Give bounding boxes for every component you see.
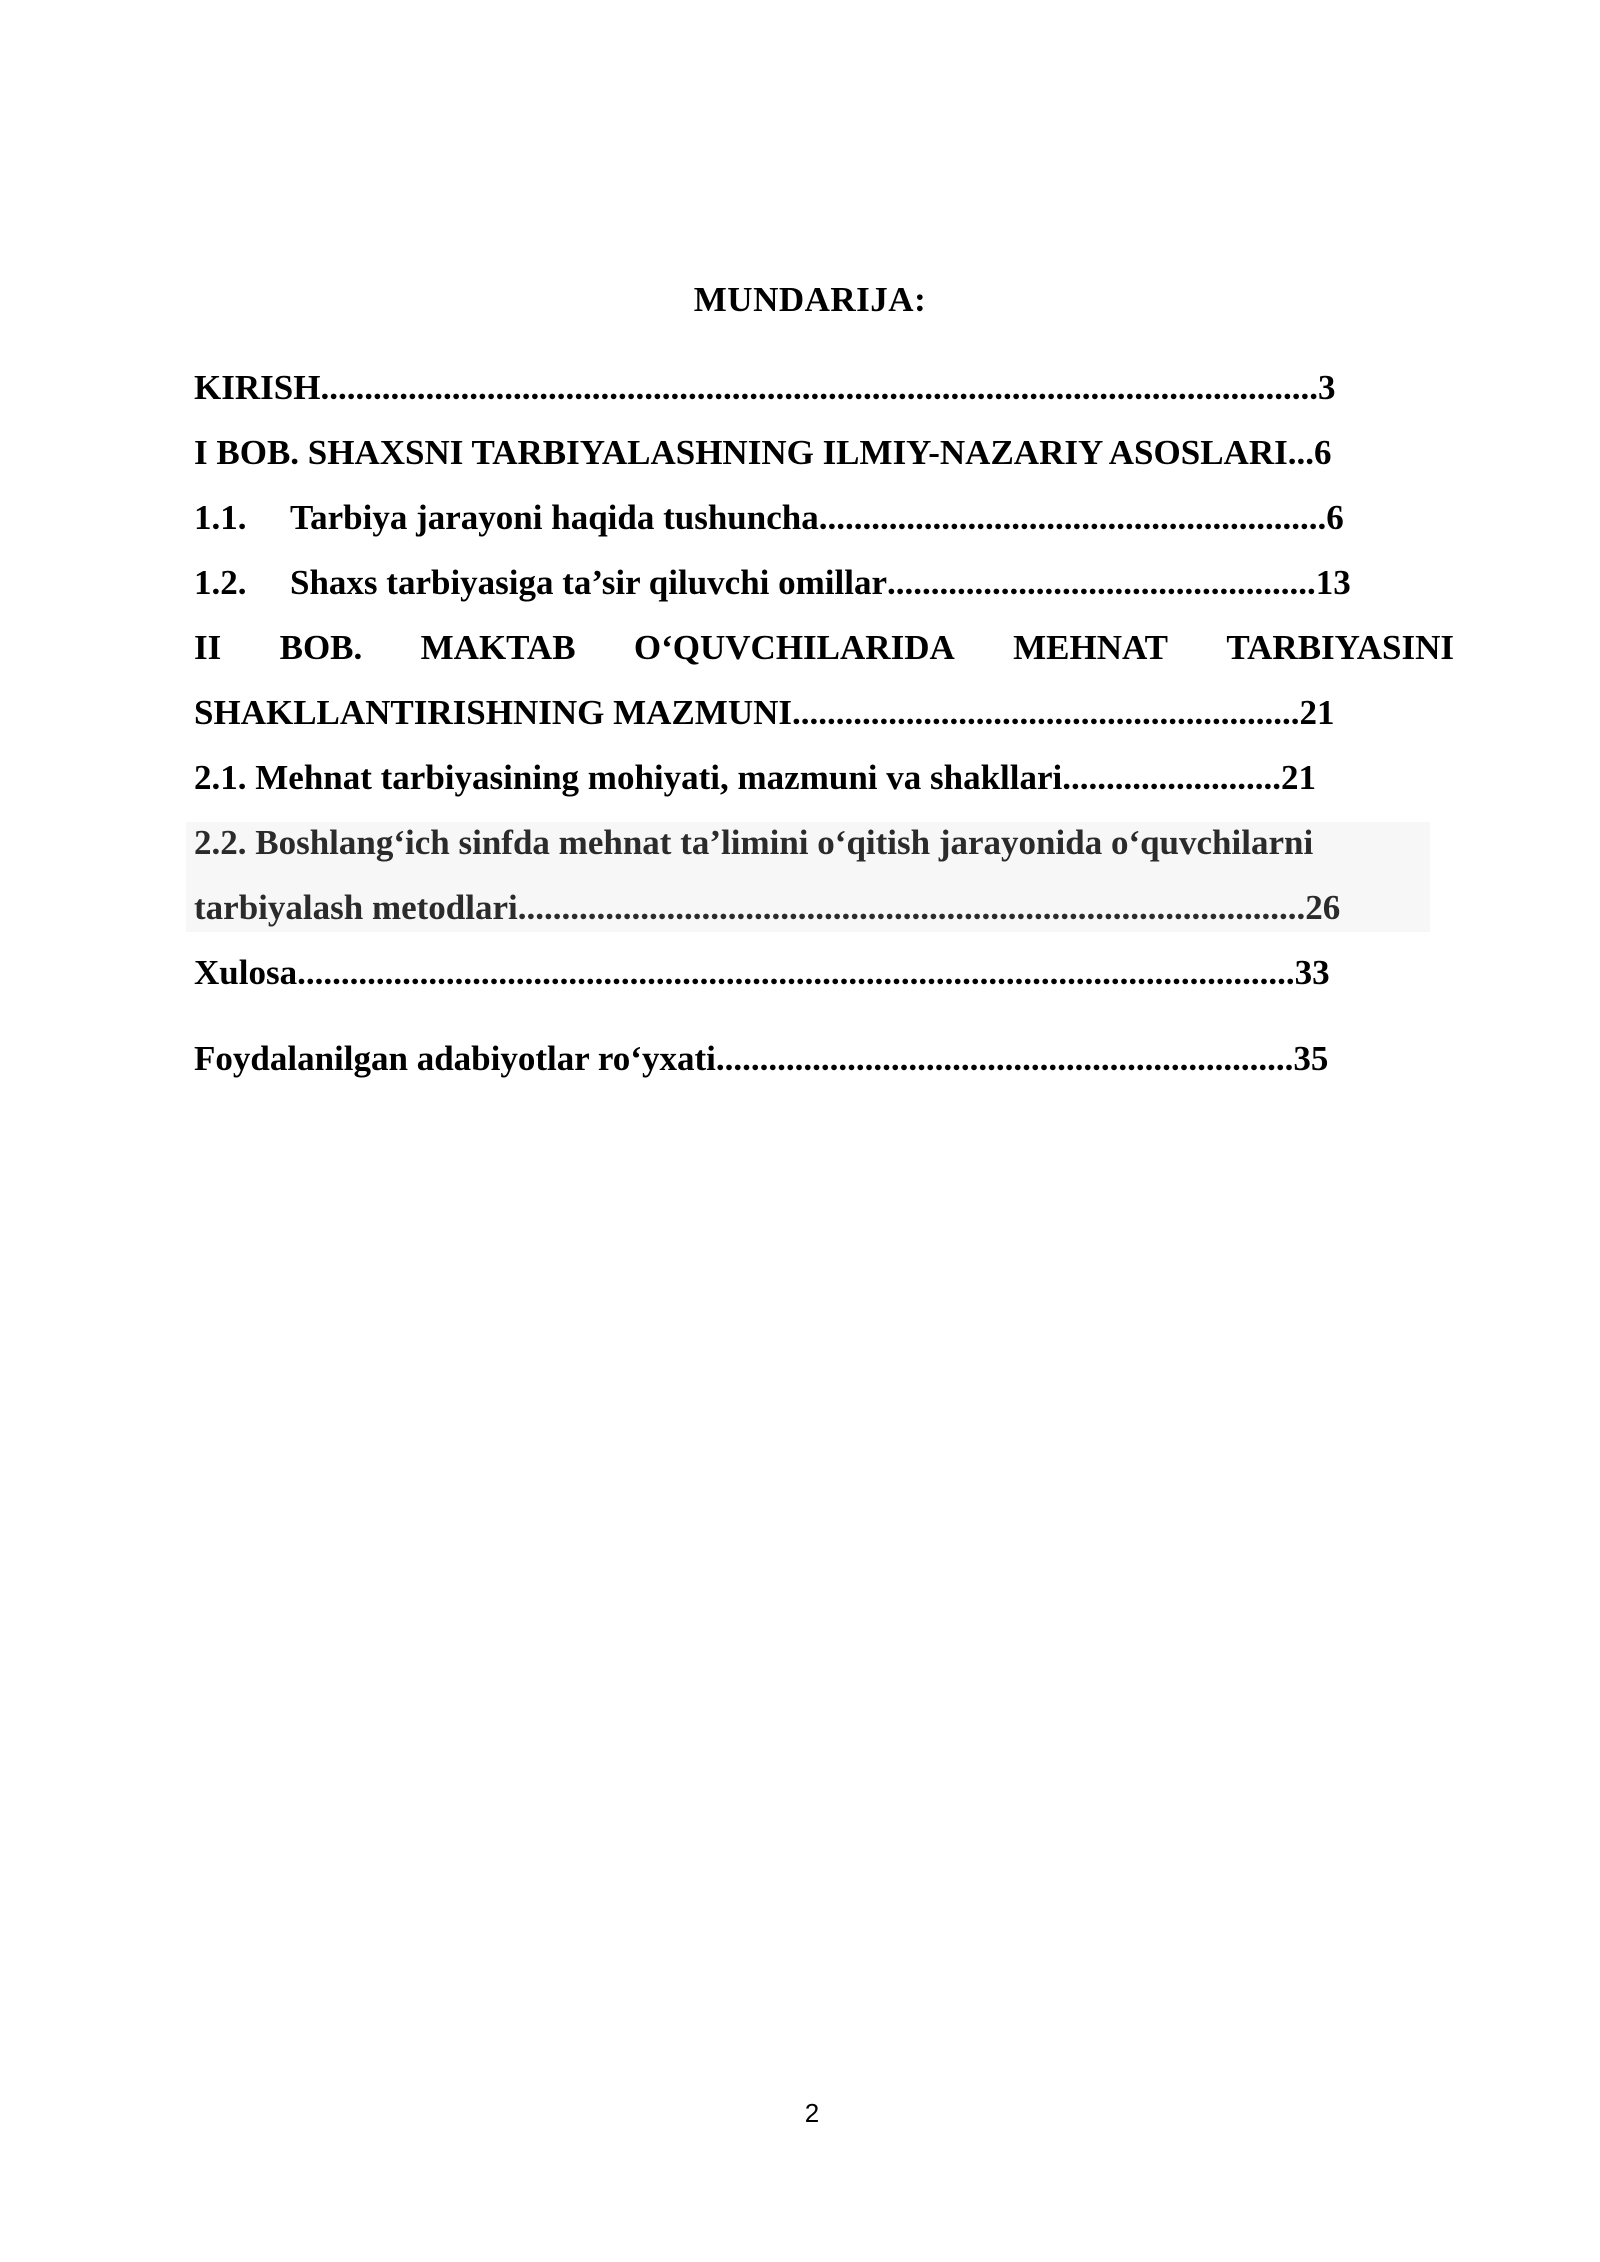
toc-entry-chapter-2-line-1[interactable] bbox=[194, 623, 1454, 673]
toc-leader-dots: ................................................. bbox=[887, 563, 1316, 602]
toc-page-number: 6 bbox=[1313, 433, 1332, 472]
toc-chapter-word: MAKTAB bbox=[420, 628, 576, 667]
toc-entry-label: Tarbiya jarayoni haqida tushuncha bbox=[290, 498, 819, 537]
toc-page-number: 3 bbox=[1317, 368, 1336, 407]
page-number: 2 bbox=[804, 2098, 820, 2128]
toc-entry-section-2-2-line-1[interactable] bbox=[194, 818, 1313, 868]
toc-leader-dots: .......................................................................................... bbox=[517, 888, 1306, 927]
toc-page-number: 13 bbox=[1315, 563, 1351, 602]
toc-chapter-word: MEHNAT bbox=[1013, 628, 1169, 667]
toc-leader-dots: .......................................................... bbox=[792, 693, 1300, 732]
toc-entry-label: 2.1. Mehnat tarbiyasining mohiyati, mazmuni va shakllari bbox=[194, 758, 1063, 797]
toc-leader-dots: ... bbox=[1287, 433, 1314, 472]
toc-entry-section-1-1[interactable] bbox=[194, 493, 1344, 543]
toc-page-number: 33 bbox=[1294, 953, 1330, 992]
toc-entry-chapter-2-line-2[interactable] bbox=[194, 688, 1335, 738]
toc-page-number: 6 bbox=[1326, 498, 1344, 537]
toc-leader-dots: .................................................................................................................. bbox=[297, 953, 1295, 992]
toc-chapter-word: TARBIYASINI bbox=[1226, 628, 1454, 667]
toc-chapter-word: II bbox=[194, 628, 222, 667]
toc-leader-dots: .......................................................... bbox=[818, 498, 1327, 537]
toc-entry-label: KIRISH bbox=[194, 368, 321, 407]
toc-entry-label: 2.2. Boshlang‘ich sinfda mehnat ta’limini o‘qitish jarayonida o‘quvchilarni bbox=[194, 823, 1314, 862]
toc-entry-label: Foydalanilgan adabiyotlar ro‘yxati bbox=[194, 1039, 716, 1078]
toc-entry-kirish[interactable] bbox=[194, 363, 1335, 413]
toc-page-number: 35 bbox=[1293, 1039, 1329, 1078]
toc-chapter-word: O‘QUVCHILARIDA bbox=[633, 628, 955, 667]
toc-leader-dots: ......................... bbox=[1062, 758, 1282, 797]
toc-entry-xulosa[interactable] bbox=[194, 948, 1330, 998]
toc-page-number: 26 bbox=[1305, 888, 1341, 927]
toc-entry-label: tarbiyalash metodlari bbox=[194, 888, 518, 927]
toc-entry-references[interactable] bbox=[194, 1034, 1328, 1084]
toc-entry-label: SHAKLLANTIRISHNING MAZMUNI bbox=[194, 693, 792, 732]
toc-leader-dots: .................................................................. bbox=[715, 1039, 1294, 1078]
toc-section-number: 1.1. bbox=[194, 498, 247, 537]
toc-page-number: 21 bbox=[1299, 693, 1335, 732]
toc-entry-label: I BOB. SHAXSNI TARBIYALASHNING ILMIY-NAZARIY ASOSLARI bbox=[194, 433, 1288, 472]
toc-entry-section-2-2-line-2[interactable] bbox=[194, 883, 1340, 933]
toc-entry-section-1-2[interactable] bbox=[194, 558, 1351, 608]
toc-section-number: 1.2. bbox=[194, 563, 247, 602]
toc-chapter-word: BOB. bbox=[279, 628, 363, 667]
toc-entry-label: Shaxs tarbiyasiga ta’sir qiluvchi omillar bbox=[290, 563, 887, 602]
toc-entry-section-2-1[interactable] bbox=[194, 753, 1316, 803]
page-title: MUNDARIJA: bbox=[693, 280, 927, 319]
toc-page-number: 21 bbox=[1281, 758, 1317, 797]
toc-leader-dots: .................................................................................................................. bbox=[320, 368, 1318, 407]
toc-entry-chapter-1[interactable] bbox=[194, 428, 1331, 478]
toc-entry-label: Xulosa bbox=[194, 953, 298, 992]
